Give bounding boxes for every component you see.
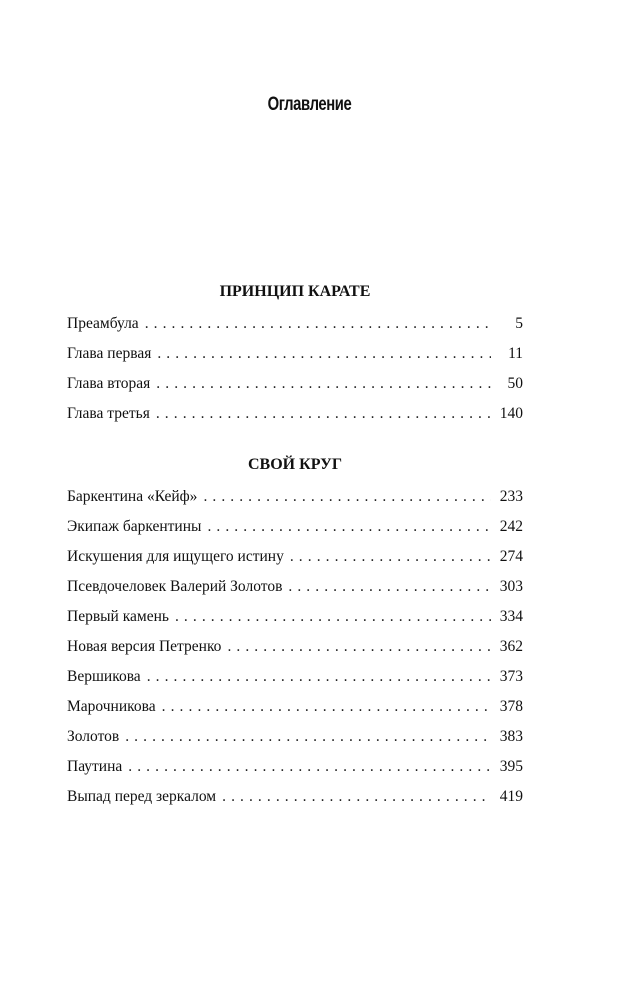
entry-label: Экипаж баркентины <box>67 518 202 535</box>
entry-page-number: 395 <box>499 758 523 775</box>
dot-leader <box>207 518 491 536</box>
entry-page-number: 50 <box>507 375 523 392</box>
dot-leader <box>128 758 491 776</box>
dot-leader <box>156 405 491 423</box>
dot-leader <box>125 728 491 746</box>
entry-label: Глава третья <box>67 405 150 422</box>
dot-leader <box>203 488 491 506</box>
entry-label: Золотов <box>67 728 120 745</box>
dot-leader <box>227 638 491 656</box>
entry-page-number: 378 <box>499 698 523 715</box>
page-title: Оглавление <box>267 94 352 115</box>
entry-page-number: 373 <box>499 668 523 685</box>
entry-label: Первый камень <box>67 608 169 625</box>
toc-entry <box>67 698 523 728</box>
toc-entry <box>67 315 523 345</box>
entry-page-number: 242 <box>499 518 523 535</box>
entry-label: Паутина <box>67 758 123 775</box>
entry-page-number: 419 <box>499 788 523 805</box>
toc-entry <box>67 788 523 818</box>
section-heading: ПРИНЦИП КАРАТЕ <box>219 283 371 300</box>
entry-label: Преамбула <box>67 315 139 332</box>
dot-leader <box>162 698 491 716</box>
entry-label: Искушения для ищущего истину <box>67 548 284 565</box>
toc-entry <box>67 758 523 788</box>
toc-entry <box>67 488 523 518</box>
toc-entry <box>67 405 523 435</box>
dot-leader <box>290 548 491 566</box>
dot-leader <box>222 788 491 806</box>
entry-page-number: 383 <box>499 728 523 745</box>
toc-entry <box>67 375 523 405</box>
entry-page-number: 233 <box>499 488 523 505</box>
dot-leader <box>175 608 491 626</box>
toc-entry <box>67 668 523 698</box>
entry-page-number: 5 <box>515 315 523 332</box>
toc-entry <box>67 548 523 578</box>
dot-leader <box>147 668 491 686</box>
section-heading: СВОЙ КРУГ <box>247 456 342 473</box>
entry-label: Выпад перед зеркалом <box>67 788 217 805</box>
entry-page-number: 362 <box>499 638 523 655</box>
toc-entry <box>67 578 523 608</box>
toc-entry <box>67 345 523 375</box>
toc-entry <box>67 728 523 758</box>
toc-entry <box>67 608 523 638</box>
entry-page-number: 334 <box>499 608 523 625</box>
entry-label: Новая версия Петренко <box>67 638 222 655</box>
dot-leader <box>157 345 491 363</box>
toc-entry <box>67 638 523 668</box>
entry-label: Марочникова <box>67 698 156 715</box>
entry-label: Псевдочеловек Валерий Золотов <box>67 578 283 595</box>
entry-page-number: 140 <box>499 405 523 422</box>
dot-leader <box>145 315 491 333</box>
entry-label: Баркентина «Кейф» <box>67 488 198 505</box>
entry-label: Вершикова <box>67 668 141 685</box>
toc-entry <box>67 518 523 548</box>
entry-page-number: 274 <box>499 548 523 565</box>
dot-leader <box>156 375 491 393</box>
entry-page-number: 11 <box>508 345 523 362</box>
entry-page-number: 303 <box>499 578 523 595</box>
toc-section-svoy-krug <box>67 455 523 818</box>
dot-leader <box>288 578 491 596</box>
entry-label: Глава первая <box>67 345 152 362</box>
entry-label: Глава вторая <box>67 375 151 392</box>
toc-section-karate <box>67 282 523 435</box>
